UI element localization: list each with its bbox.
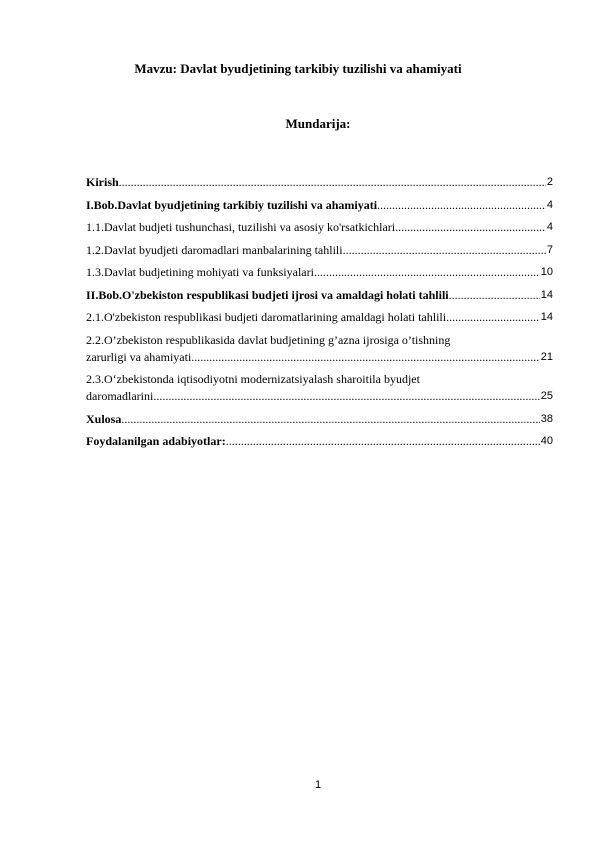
toc-leader-dots <box>343 242 546 259</box>
toc-entry-page: 14 <box>540 311 553 323</box>
toc-entry-2-3[interactable] <box>86 371 553 405</box>
toc-entry-label: Kirish <box>86 175 119 189</box>
toc-leader-dots <box>153 388 539 405</box>
toc-entry-label: 1.1.Davlat budjeti tushunchasi, tuzilishi va asosiy ko'rsatkichlari <box>86 220 396 234</box>
toc-entry-xulosa[interactable] <box>86 411 553 428</box>
toc-entry-page: 4 <box>546 198 553 211</box>
toc-leader-dots <box>191 349 539 366</box>
toc-leader-dots <box>121 411 539 428</box>
toc-entry-page: 21 <box>540 350 553 363</box>
toc-entry-label-line2: daromadlarini <box>86 389 154 403</box>
toc-entry-label: 2.1.O'zbekiston respublikasi budjeti daromatlarining amaldagi holati tahlili <box>86 310 447 324</box>
toc-entry-label: Xulosa <box>86 411 122 426</box>
toc-entry-label: 1.3.Davlat budjetining mohiyati va funksiyalari <box>86 265 314 279</box>
toc-entry-label-line2: zarurligi va ahamiyati <box>86 349 192 364</box>
toc-entry-label-line1: 2.2.O’zbekiston respublikasida davlat budjetining g’azna ijrosiga o’tishning <box>86 332 451 347</box>
toc-entry-1-2[interactable] <box>86 242 553 259</box>
table-of-contents <box>86 174 553 456</box>
toc-leader-dots <box>395 219 546 236</box>
toc-entry-page: 10 <box>540 266 553 278</box>
toc-entry-page: 2 <box>546 176 553 188</box>
toc-entry-label: 1.2.Davlat byudjeti daromadlari manbalarining tahlili <box>86 242 343 257</box>
document-title: Mavzu: Davlat byudjetining tarkibiy tuzilishi va ahamiyati <box>134 61 462 76</box>
toc-entry-page: 40 <box>540 435 553 447</box>
toc-entry-1-3[interactable] <box>86 264 553 281</box>
toc-entry-chapter-2[interactable] <box>86 287 553 304</box>
toc-entry-kirish[interactable] <box>86 174 553 191</box>
toc-entry-label-line1: 2.3.O‘zbekistonda iqtisodiyotni modernizatsiyalash sharoitila byudjet <box>86 372 420 386</box>
toc-entry-page: 14 <box>540 288 553 301</box>
toc-entry-2-1[interactable] <box>86 309 553 326</box>
toc-entry-references[interactable] <box>86 433 553 450</box>
toc-entry-page: 25 <box>540 390 553 402</box>
toc-entry-2-2[interactable] <box>86 332 553 366</box>
toc-entry-chapter-1[interactable] <box>86 197 553 214</box>
toc-entry-page: 4 <box>546 221 553 233</box>
toc-leader-dots <box>314 264 540 281</box>
toc-entry-label: II.Bob.O'zbekiston respublikasi budjeti ijrosi va amaldagi holati tahlili <box>86 287 449 302</box>
toc-leader-dots <box>119 174 546 191</box>
toc-entry-label: Foydalanilgan adabiyotlar: <box>86 434 226 448</box>
page-number: 1 <box>314 779 322 791</box>
toc-entry-label: I.Bob.Davlat byudjetining tarkibiy tuzilishi va ahamiyati <box>86 197 378 212</box>
toc-leader-dots <box>226 433 540 450</box>
toc-entry-page: 7 <box>546 243 553 256</box>
toc-heading: Mundarija: <box>285 116 351 131</box>
toc-entry-1-1[interactable] <box>86 219 553 236</box>
toc-leader-dots <box>446 309 540 326</box>
toc-leader-dots <box>449 287 540 304</box>
toc-entry-page: 38 <box>540 412 553 425</box>
toc-leader-dots <box>377 197 546 214</box>
